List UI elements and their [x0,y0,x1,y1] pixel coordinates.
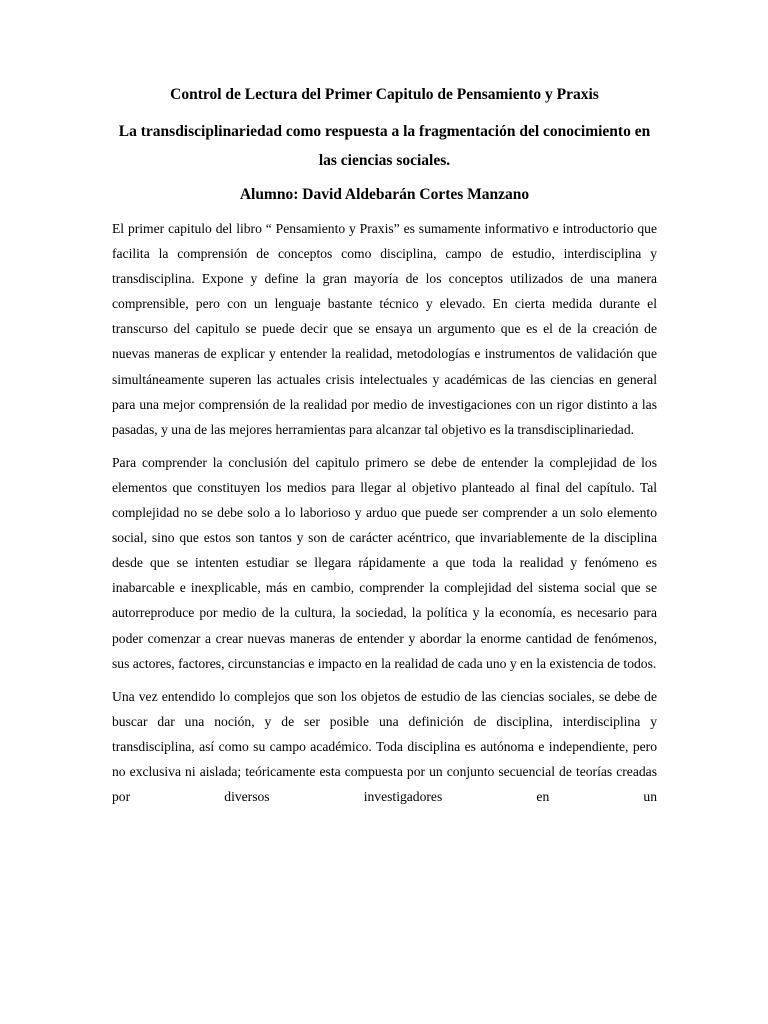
document-page [112,82,657,809]
paragraph-1: El primer capitulo del libro “ Pensamiento y Praxis” es sumamente informativo e introductorio que facilita la comprensión de conceptos como disciplina, campo de estudio, interdisciplina y transdisciplina. Expone y define la gran mayoría de los conceptos utilizados de una manera comprensible, pero con un lenguaje bastante técnico y elevado. En cierta medida durante el transcurso del capitulo se puede decir que se ensaya un argumento que es el de la creación de nuevas maneras de explicar y entender la realidad, metodologías e instrumentos de validación que simultáneamente superen las actuales crisis intelectuales y académicas de las ciencias en general para una mejor comprensión de la realidad por medio de investigaciones con un rigor distinto a las pasadas, y una de las mejores herramientas para alcanzar tal objetivo es la transdisciplinariedad. [112,221,657,437]
student-name: Alumno: David Aldebarán Cortes Manzano [239,186,530,203]
document-body [112,216,657,809]
document-title: Control de Lectura del Primer Capitulo de Pensamiento y Praxis [170,86,599,103]
paragraph-3: Una vez entendido lo complejos que son los objetos de estudio de las ciencias sociales, se debe de buscar dar una noción, y de ser posible una definición de disciplina, interdisciplina y transdisciplina, así como su campo académico. Toda disciplina es autónoma e independiente, pero no exclusiva ni aislada; teóricamente esta compuesta por un conjunto secuencial de teorías creadas por diversos investigadores en un [112,688,657,805]
paragraph-2: Para comprender la conclusión del capitulo primero se debe de entender la complejidad de los elementos que constituyen los medios para llegar al objetivo planteado al final del capítulo. Tal complejidad no se debe solo a lo laborioso y arduo que puede ser comprender a un solo elemento social, sino que estos son tantos y son de carácter acéntrico, que invariablemente de la disciplina desde que se intenten estudiar se llegara rápidamente a que toda la realidad y fenómeno es inabarcable e inexplicable, más en cambio, comprender la complejidad del sistema social que se autorreproduce por medio de la cultura, la sociedad, la política y la economía, es necesario para poder comenzar a crear nuevas maneras de entender y abordar la enorme cantidad de fenómenos, sus actores, factores, circunstancias e impacto en la realidad de cada uno y en la existencia de todos. [112,454,657,671]
document-subtitle: La transdisciplinariedad como respuesta a la fragmentación del conocimiento en las ciencias sociales. [118,123,651,169]
